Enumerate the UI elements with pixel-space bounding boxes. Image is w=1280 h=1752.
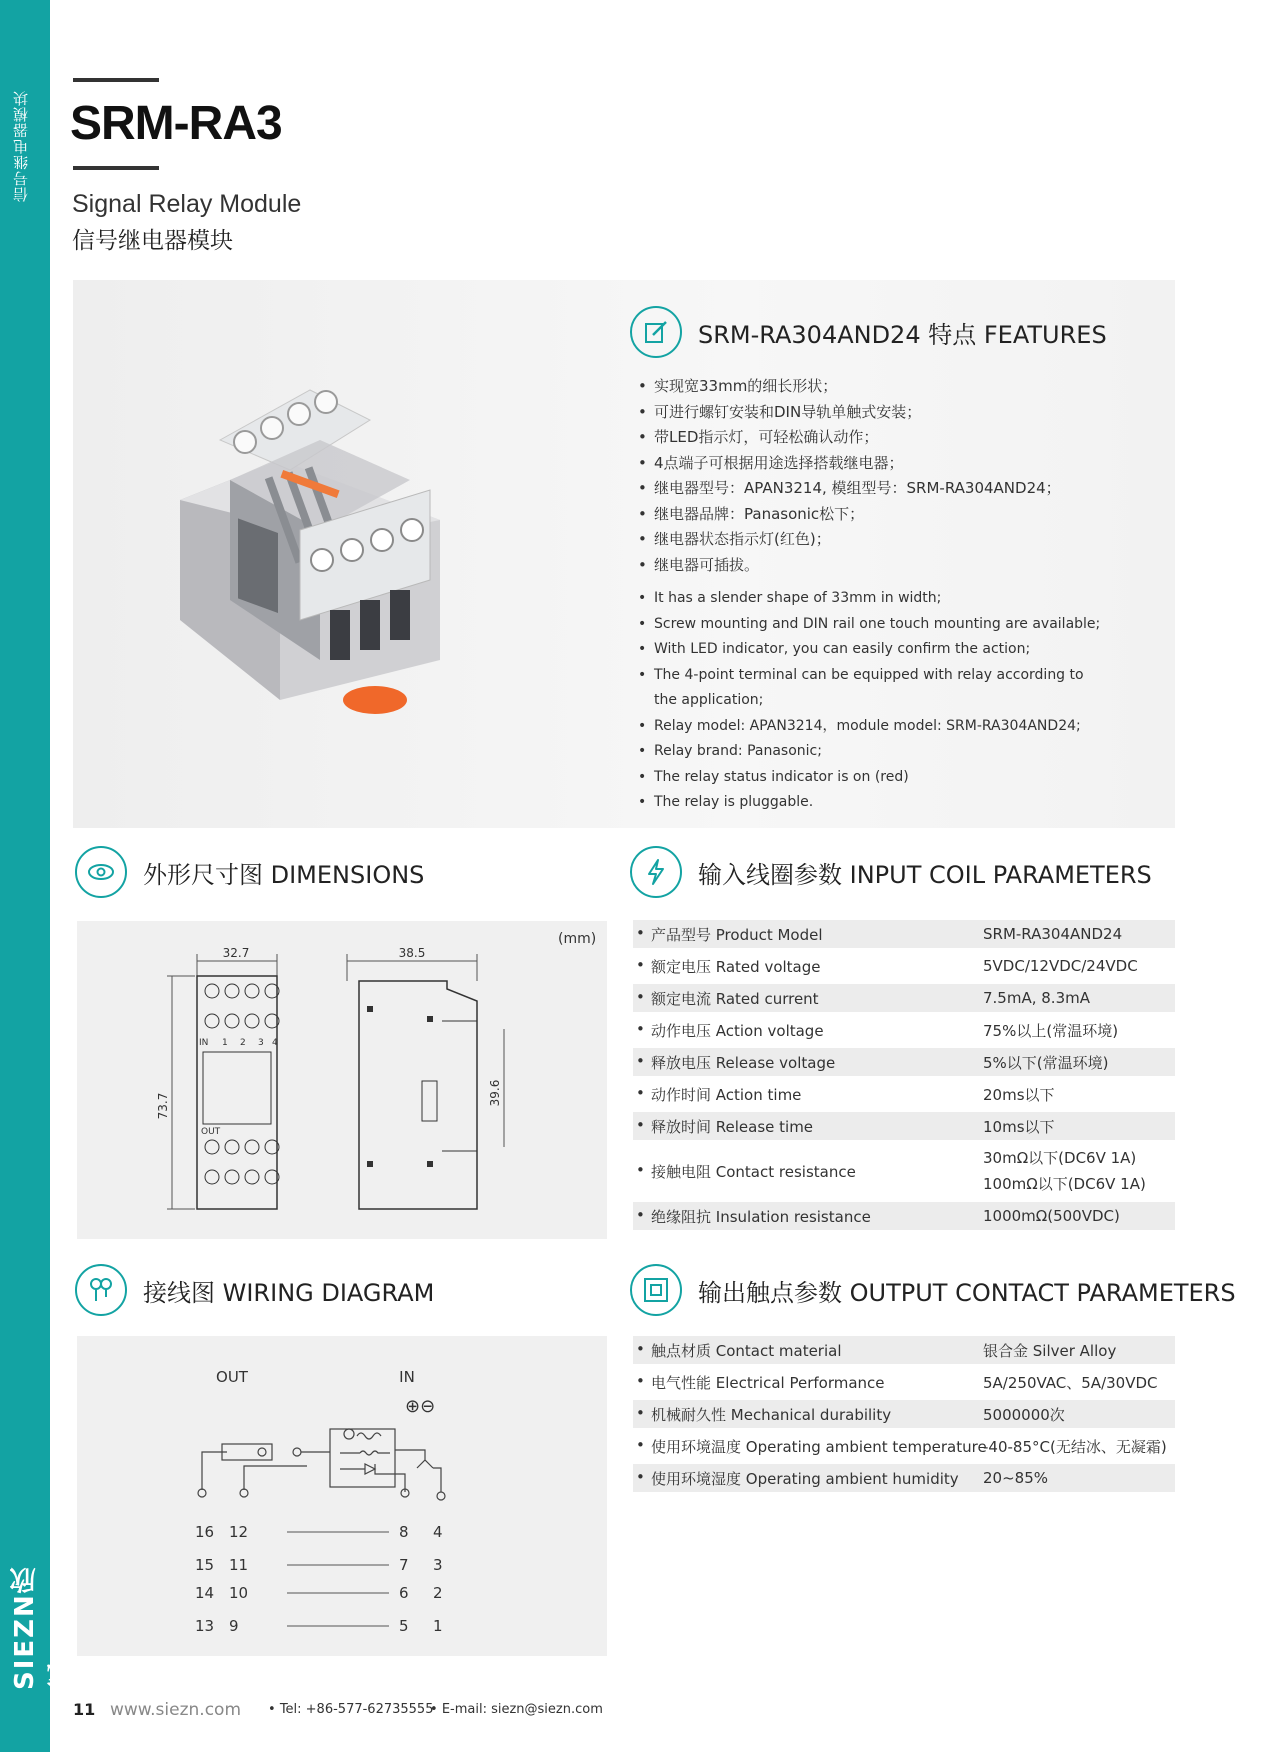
list-item: • 带LED指示灯，可轻松确认动作；	[636, 425, 1156, 451]
table-row: • 额定电压 Rated voltage 5VDC/12VDC/24VDC	[633, 952, 1175, 980]
input-coil-header	[630, 846, 1152, 898]
terminal-label: 2	[240, 1038, 246, 1048]
website-link[interactable]: www.siezn.com	[110, 1700, 242, 1720]
list-item: • With LED indicator, you can easily confirm the action;	[636, 637, 1106, 663]
list-item: • 继电器可插拔。	[636, 553, 1156, 579]
input-coil-table	[633, 920, 1175, 1234]
dimensions-drawing	[77, 921, 607, 1239]
table-row: • 机械耐久性 Mechanical durability 5000000次	[633, 1400, 1175, 1428]
terminal-label: 9	[229, 1617, 239, 1635]
table-row: • 电气性能 Electrical Performance 5A/250VAC、5A/30VDC	[633, 1368, 1175, 1396]
table-row: • 接触电阻 Contact resistance 30mΩ以下(DC6V 1A) 100mΩ以下(DC6V 1A)	[633, 1144, 1175, 1198]
dimensions-title: 外形尺寸图 DIMENSIONS	[143, 860, 425, 889]
terminal-label: 1	[433, 1617, 443, 1635]
output-contact-header	[630, 1264, 1236, 1316]
edit-icon	[630, 306, 682, 358]
input-coil-title: 输入线圈参数 INPUT COIL PARAMETERS	[698, 860, 1152, 889]
terminal-label: 10	[229, 1584, 249, 1602]
email-text[interactable]: E-mail: siezn@siezn.com	[441, 1702, 603, 1717]
out-label: OUT	[201, 1127, 221, 1137]
terminal-label: 15	[195, 1556, 215, 1574]
table-row: • 释放时间 Release time 10ms以下	[633, 1112, 1175, 1140]
list-item: • The 4-point terminal can be equipped with relay according to the application;	[636, 663, 1106, 714]
table-row: • 使用环境湿度 Operating ambient humidity 20~85%	[633, 1464, 1175, 1492]
eye-icon	[75, 846, 127, 898]
terminal-label: 14	[195, 1584, 215, 1602]
table-row: • 绝缘阻抗 Insulation resistance 1000mΩ(500VDC)	[633, 1202, 1175, 1230]
table-row: • 动作电压 Action voltage 75%以上(常温环境)	[633, 1016, 1175, 1044]
wiring-drawing	[77, 1336, 607, 1656]
terminal-label: 5	[399, 1617, 409, 1635]
footer-email[interactable]: • E-mail: siezn@siezn.com	[430, 1702, 603, 1717]
title-rule-top	[73, 78, 159, 82]
table-row: • 触点材质 Contact material 银合金 Silver Alloy	[633, 1336, 1175, 1364]
wiring-in-label: IN	[399, 1368, 415, 1386]
width-side-label: 38.5	[398, 946, 426, 960]
subtitle-chinese: 信号继电器模块	[72, 228, 233, 254]
terminal-label: 16	[195, 1523, 215, 1541]
table-row: • 使用环境温度 Operating ambient temperature -40-85°C(无结冰、无凝霜)	[633, 1432, 1175, 1460]
terminal-label: 3	[433, 1556, 443, 1574]
table-row: • 动作时间 Action time 20ms以下	[633, 1080, 1175, 1108]
wiring-title: 接线图 WIRING DIAGRAM	[143, 1278, 435, 1307]
list-item: • Relay model: APAN3214，module model: SRM-RA304AND24;	[636, 714, 1106, 740]
dimensions-header	[75, 846, 424, 898]
wiring-header	[75, 1264, 434, 1316]
footer-tel: • Tel: +86-577-62735555	[268, 1702, 434, 1717]
output-contact-table	[633, 1336, 1175, 1496]
in-label: IN	[199, 1038, 209, 1048]
page-number: 11	[73, 1700, 96, 1719]
list-item: • Screw mounting and DIN rail one touch mounting are available;	[636, 612, 1106, 638]
list-item: • It has a slender shape of 33mm in width;	[636, 586, 1106, 612]
connector-icon	[75, 1264, 127, 1316]
output-contact-title: 输出触点参数 OUTPUT CONTACT PARAMETERS	[698, 1278, 1236, 1307]
contact-square-icon	[630, 1264, 682, 1316]
list-item: • The relay is pluggable.	[636, 790, 1106, 816]
rail-height-label: 39.6	[488, 1079, 502, 1107]
list-item: • 继电器型号：APAN3214, 模组型号：SRM-RA304AND24；	[636, 476, 1156, 502]
brand-logo: SIEZN欣成	[10, 1565, 77, 1690]
terminal-label: 4	[272, 1038, 278, 1048]
list-item: • 继电器品牌：Panasonic松下；	[636, 502, 1156, 528]
list-item: • 实现宽33mm的细长形状；	[636, 374, 1156, 400]
features-list-cn	[636, 374, 1156, 578]
list-item: • 可进行螺钉安装和DIN导轨单触式安装；	[636, 400, 1156, 426]
terminal-label: 4	[433, 1523, 443, 1541]
title-rule-bottom	[73, 166, 159, 170]
table-row: • 释放电压 Release voltage 5%以下(常温环境)	[633, 1048, 1175, 1076]
tel-text: Tel: +86-577-62735555	[279, 1702, 434, 1717]
list-item: • 继电器状态指示灯(红色)；	[636, 527, 1156, 553]
terminal-label: 3	[258, 1038, 264, 1048]
terminal-label: 6	[399, 1584, 409, 1602]
page-title: SRM-RA3	[70, 97, 282, 150]
terminal-label: 1	[222, 1038, 228, 1048]
width-front-label: 32.7	[222, 946, 250, 960]
height-label: 73.7	[156, 1092, 170, 1120]
unit-label: (mm)	[558, 931, 597, 947]
lightning-icon	[630, 846, 682, 898]
sidebar	[0, 0, 77, 1752]
subtitle-english: Signal Relay Module	[72, 190, 302, 218]
terminal-label: 7	[399, 1556, 409, 1574]
table-row: • 产品型号 Product Model SRM-RA304AND24	[633, 920, 1175, 948]
sidebar-category-text: 信号继电器模块	[12, 90, 30, 202]
features-header	[630, 306, 1107, 358]
features-title: SRM-RA304AND24 特点 FEATURES	[698, 320, 1107, 349]
product-image	[160, 380, 480, 720]
terminal-label: 11	[229, 1556, 249, 1574]
features-list-en	[636, 586, 1106, 816]
terminal-label: 13	[195, 1617, 215, 1635]
table-row: • 额定电流 Rated current 7.5mA, 8.3mA	[633, 984, 1175, 1012]
terminal-label: 12	[229, 1523, 249, 1541]
list-item: • 4点端子可根据用途选择搭载继电器；	[636, 451, 1156, 477]
terminal-label: 2	[433, 1584, 443, 1602]
terminal-label: 8	[399, 1523, 409, 1541]
polarity-symbols: ⊕⊖	[405, 1396, 436, 1417]
list-item: • Relay brand: Panasonic;	[636, 739, 1106, 765]
wiring-out-label: OUT	[216, 1368, 248, 1386]
list-item: • The relay status indicator is on (red)	[636, 765, 1106, 791]
